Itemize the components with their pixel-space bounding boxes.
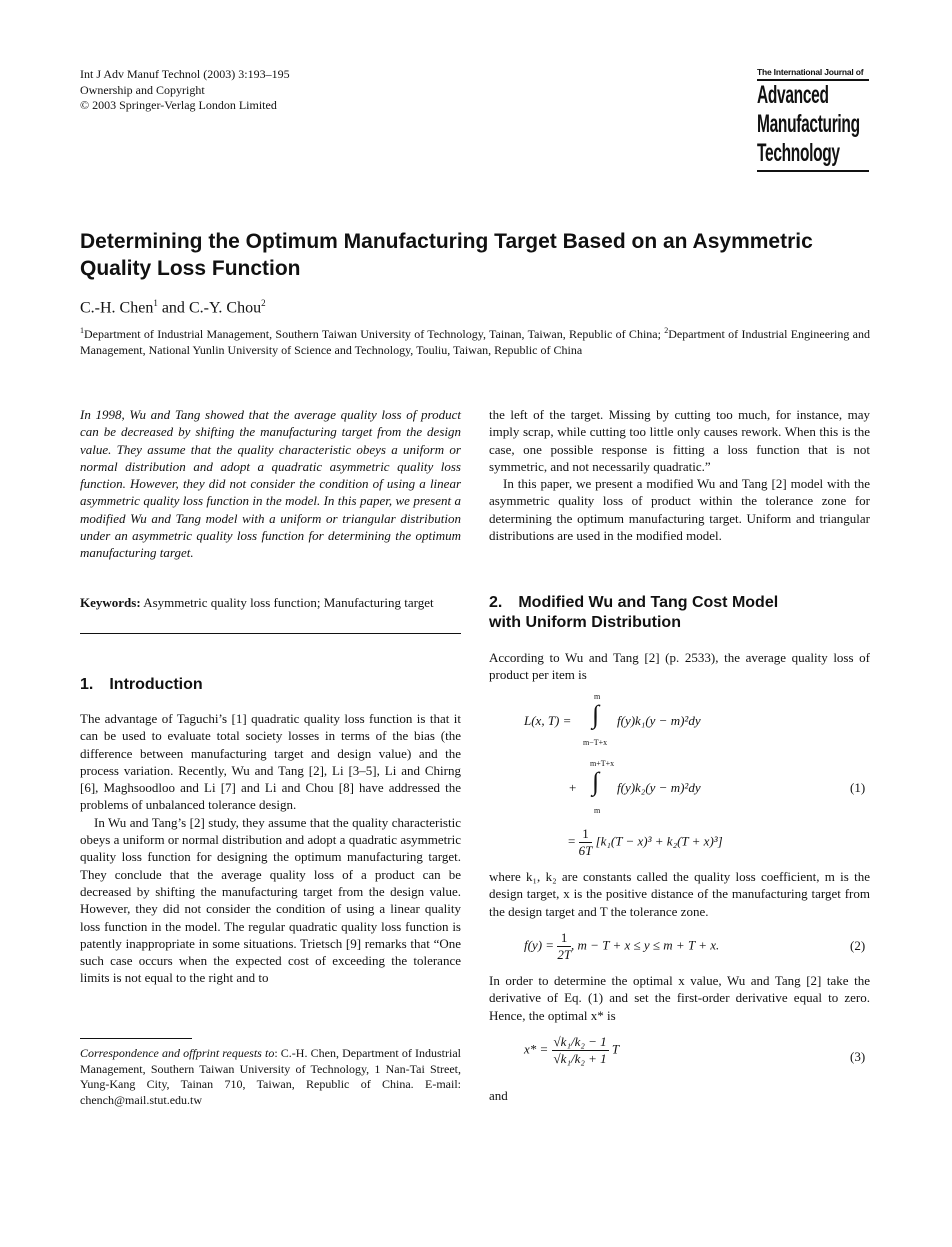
logo-word-manufacturing: Manufacturing [757,110,860,138]
eq1-int1-upper: m [594,692,601,701]
eq1-int2-body [617,780,701,796]
eq2 [524,930,719,963]
eq1-result-expr: [k₁(T − x)³ + k₂(T + x)³] [595,833,723,849]
affil-sup-2: 2 [664,326,669,335]
eq1-frac-num: 1 [579,826,593,843]
author-1: C.-H. Chen [80,299,154,317]
keywords-text: Asymmetric quality loss function; Manufacturing target [140,595,434,610]
right-column-intro [489,406,870,544]
paper-title: Determining the Optimum Manufacturing Target Based on an Asymmetric Quality Loss Function [80,230,813,280]
eq3-fraction [552,1034,609,1067]
author-2: C.-Y. Chou [188,299,262,317]
affil-sup-1: 1 [80,326,84,335]
eq1-int1-body [617,713,701,729]
ownership-line: Ownership and Copyright [80,82,205,97]
right-paragraph-2: In this paper, we present a modified Wu and Tang [2] model with the asymmetric quality loss of product within the tolerance zone for determining the optimum manufacturing target. Uniform and triangular distributions are used in the modified model. [489,476,870,544]
keywords-rule [80,633,461,634]
authors [80,298,266,317]
eq1-lhs [524,713,571,729]
section-2-heading-line-2: with Uniform Distribution [489,614,681,631]
eq1-int2-body-text: f(y)k₂(y − m)²dy [617,780,701,795]
eq3-T: T [611,1041,620,1057]
keywords-label: Keywords: [80,595,141,610]
keywords [80,594,461,611]
abstract: In 1998, Wu and Tang showed that the average quality loss of product can be decreased by shifting the manufacturing target from the design value. They assume that the quality characteristic obeys a uniform or normal distribution and adopt a quadratic asymmetric quality loss function. However, they did not consider the condition of using a linear asymmetric quality loss function in the model. In this paper, we present a modified Wu and Tang model with a uniform or triangular distribution under an asymmetric quality loss function for determining the optimum manufacturing target. [80,407,461,561]
section-1-heading: 1. Introduction [80,676,203,693]
eq1-plus: + [569,780,577,795]
eq3-number: (3) [850,1049,866,1064]
affiliations [80,323,870,358]
eq2-frac-num: 1 [557,930,571,947]
eq2-frac-den: 2T [557,947,572,962]
section-2-paragraph-2: where k₁, k₂ are constants called the quality loss coefficient, m is the design target, x is the positive distance of the manufacturing target from the design target and T the tolerance zone. [489,869,870,919]
eq1-int2-upper: m+T+x [590,759,615,768]
logo-word-technology: Technology [757,139,840,167]
journal-reference [80,67,290,114]
journal-citation: Int J Adv Manuf Technol (2003) 3:193–195 [80,67,290,81]
eq1-result [568,826,723,859]
intro-paragraph-1: The advantage of Taguchi’s [1] quadratic quality loss function is that it can be used to evaluate total society losses in terms of the bias (the difference between manufacturing target and design value) and the process variation. Recently, Wu and Tang [2], Li [3–5], Li and Chirng [6], Maghsoodloo and Li [7] and Li and Chou [8] have addressed the problems of unbalanced tolerance design. [80,711,461,813]
eq3 [524,1034,619,1067]
trailing-and: and [489,1088,508,1103]
correspondence-footnote [80,1046,461,1108]
copyright-line: © 2003 Springer-Verlag London Limited [80,98,277,112]
eq3-den: √k₁/k₂ + 1 [553,1051,607,1066]
eq1-fraction [579,826,593,859]
journal-logo [757,67,869,172]
section-2-paragraph-3: In order to determine the optimal x value, Wu and Tang [2] take the derivative of Eq. (1) and set the first-order derivative equal to zero. Hence, the optimal x* is [489,973,870,1023]
affil-2: Department of Industrial Engineering and Management, National Yunlin University of Science and Technology, Touliu, Taiwan, Republic of China [80,327,870,357]
footnote-rule [80,1038,192,1039]
logo-top-text: The International Journal of [757,67,864,77]
author-2-sup: 2 [261,298,266,308]
introduction-body [80,710,461,987]
eq1-equals: = [568,833,576,849]
authors-and: and [161,299,185,317]
eq3-lhs: x* = [524,1041,549,1057]
intro-paragraph-2: In Wu and Tang’s [2] study, they assume that the quality characteristic obeys a uniform or normal distribution and adopt a quadratic asymmetric quality loss function for designing the optimum manufacturing target. They conclude that the average quality loss of a product can be decreased by shifting the manufacturing target from the design value. However, they did not consider the condition of using a linear quality loss function in the model. The regular quadratic quality loss function is patently inappropriate in some situations. Trietsch [9] remarks that “One such case occurs when the expected cost of exceeding the tolerance limits is not equal to the right and to [80,814,461,986]
eq1-frac-den: 6T [578,843,593,858]
section-2-paragraph-1: According to Wu and Tang [2] (p. 2533), the average quality loss of product per item is [489,650,870,683]
eq1-int1-body-text: f(y)k₁(y − m)²dy [617,713,701,728]
logo-word-advanced: Advanced [757,81,829,109]
eq1-int1-lower: m−T+x [583,738,608,747]
eq2-fraction [557,930,571,963]
footnote-label: Correspondence and offprint requests to [80,1046,275,1060]
logo-rule-bottom [757,170,869,172]
eq1-number: (1) [850,780,866,795]
eq3-num: √k₁/k₂ − 1 [553,1034,607,1049]
author-1-sup: 1 [153,298,158,308]
eq1-int2-lower: m [594,806,601,815]
eq2-lhs: f(y) = [524,937,555,953]
right-paragraph-1: the left of the target. Missing by cutting too much, for instance, may imply scrap, while cutting too little only causes rework. When this is the case, one possible response is fitting a loss function that is not symmetric, and not necessarily quadratic.” [489,407,870,474]
affil-1: Department of Industrial Management, Southern Taiwan University of Technology, Tainan, Taiwan, Republic of China; [84,327,665,341]
eq2-number: (2) [850,938,866,953]
section-2-heading [489,593,870,633]
integral-sign-1: ∫ [592,700,600,729]
integral-sign-2: ∫ [592,767,600,796]
footnote-text: : C.-H. Chen, Department of Industrial Management, Southern Taiwan University of Technology, 1 Nan-Tai Street, Yung-Kang City, Tainan 710, Taiwan, Republic of China. E-mail: chench@mail.stut.edu.tw [80,1046,461,1107]
section-2-heading-line-1: 2. Modified Wu and Tang Cost Model [489,594,779,611]
eq2-condition: , m − T + x ≤ y ≤ m + T + x. [571,937,720,953]
eq1-lhs-text: L(x, T) = [524,713,572,728]
